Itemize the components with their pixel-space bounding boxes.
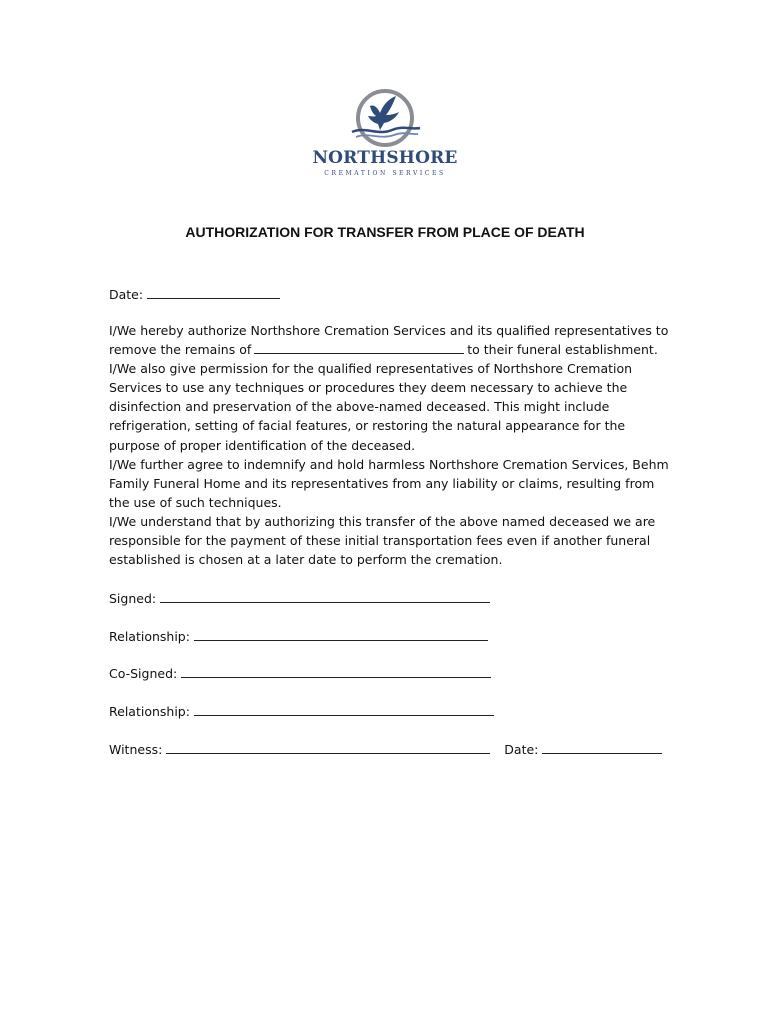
body-line: Family Funeral Home and its representatives from any liability or claims, resulting from	[109, 475, 655, 491]
signed-label: Signed:	[109, 591, 157, 606]
relationship-label-2: Relationship:	[109, 704, 190, 719]
deceased-name-blank[interactable]	[254, 340, 464, 354]
witness-date-label: Date:	[504, 742, 539, 757]
body-line: purpose of proper identification of the deceased.	[109, 437, 416, 453]
co-signed-row	[109, 664, 491, 683]
authorization-body	[109, 321, 669, 569]
body-line-remains	[109, 340, 669, 359]
relationship-row-1	[109, 627, 488, 646]
relationship-row-2	[109, 702, 494, 721]
signed-blank[interactable]	[160, 589, 490, 603]
relationship-blank-2[interactable]	[194, 702, 494, 716]
dove-icon	[300, 88, 470, 150]
signed-row	[109, 589, 490, 608]
date-row	[109, 285, 280, 304]
body-line: I/We further agree to indemnify and hold harmless Northshore Cremation Services, Behm	[109, 456, 669, 472]
witness-row	[109, 740, 662, 759]
co-signed-blank[interactable]	[181, 664, 491, 678]
body-line: I/We understand that by authorizing this transfer of the above named deceased we are	[109, 513, 656, 529]
relationship-label-1: Relationship:	[109, 629, 190, 644]
body-line: the use of such techniques.	[109, 494, 282, 510]
date-blank[interactable]	[147, 285, 280, 299]
relationship-blank-1[interactable]	[194, 627, 488, 641]
remains-tail: to their funeral establishment.	[467, 342, 658, 358]
witness-blank[interactable]	[166, 740, 490, 754]
witness-date-blank[interactable]	[542, 740, 662, 754]
logo-wordmark: NORTHSHORE	[312, 148, 458, 168]
logo-subtitle: CREMATION SERVICES	[324, 170, 446, 177]
document-title: AUTHORIZATION FOR TRANSFER FROM PLACE OF DEATH	[185, 224, 585, 240]
witness-label: Witness:	[109, 742, 163, 757]
body-line: Services to use any techniques or procedures they deem necessary to achieve the	[109, 380, 628, 396]
co-signed-label: Co-Signed:	[109, 666, 178, 681]
company-logo	[300, 88, 470, 188]
date-label: Date:	[109, 287, 144, 302]
body-line: I/We hereby authorize Northshore Cremation Services and its qualified representatives to	[109, 323, 669, 338]
body-line: disinfection and preservation of the above-named deceased. This might include	[109, 399, 610, 415]
body-line: I/We also give permission for the qualified representatives of Northshore Cremation	[109, 361, 633, 377]
body-line: refrigeration, setting of facial features, or restoring the natural appearance for the	[109, 418, 626, 434]
body-line: responsible for the payment of these initial transportation fees even if another funeral	[109, 533, 651, 549]
body-line: established is chosen at a later date to perform the cremation.	[109, 552, 503, 568]
remains-label: remove the remains of	[109, 342, 252, 358]
